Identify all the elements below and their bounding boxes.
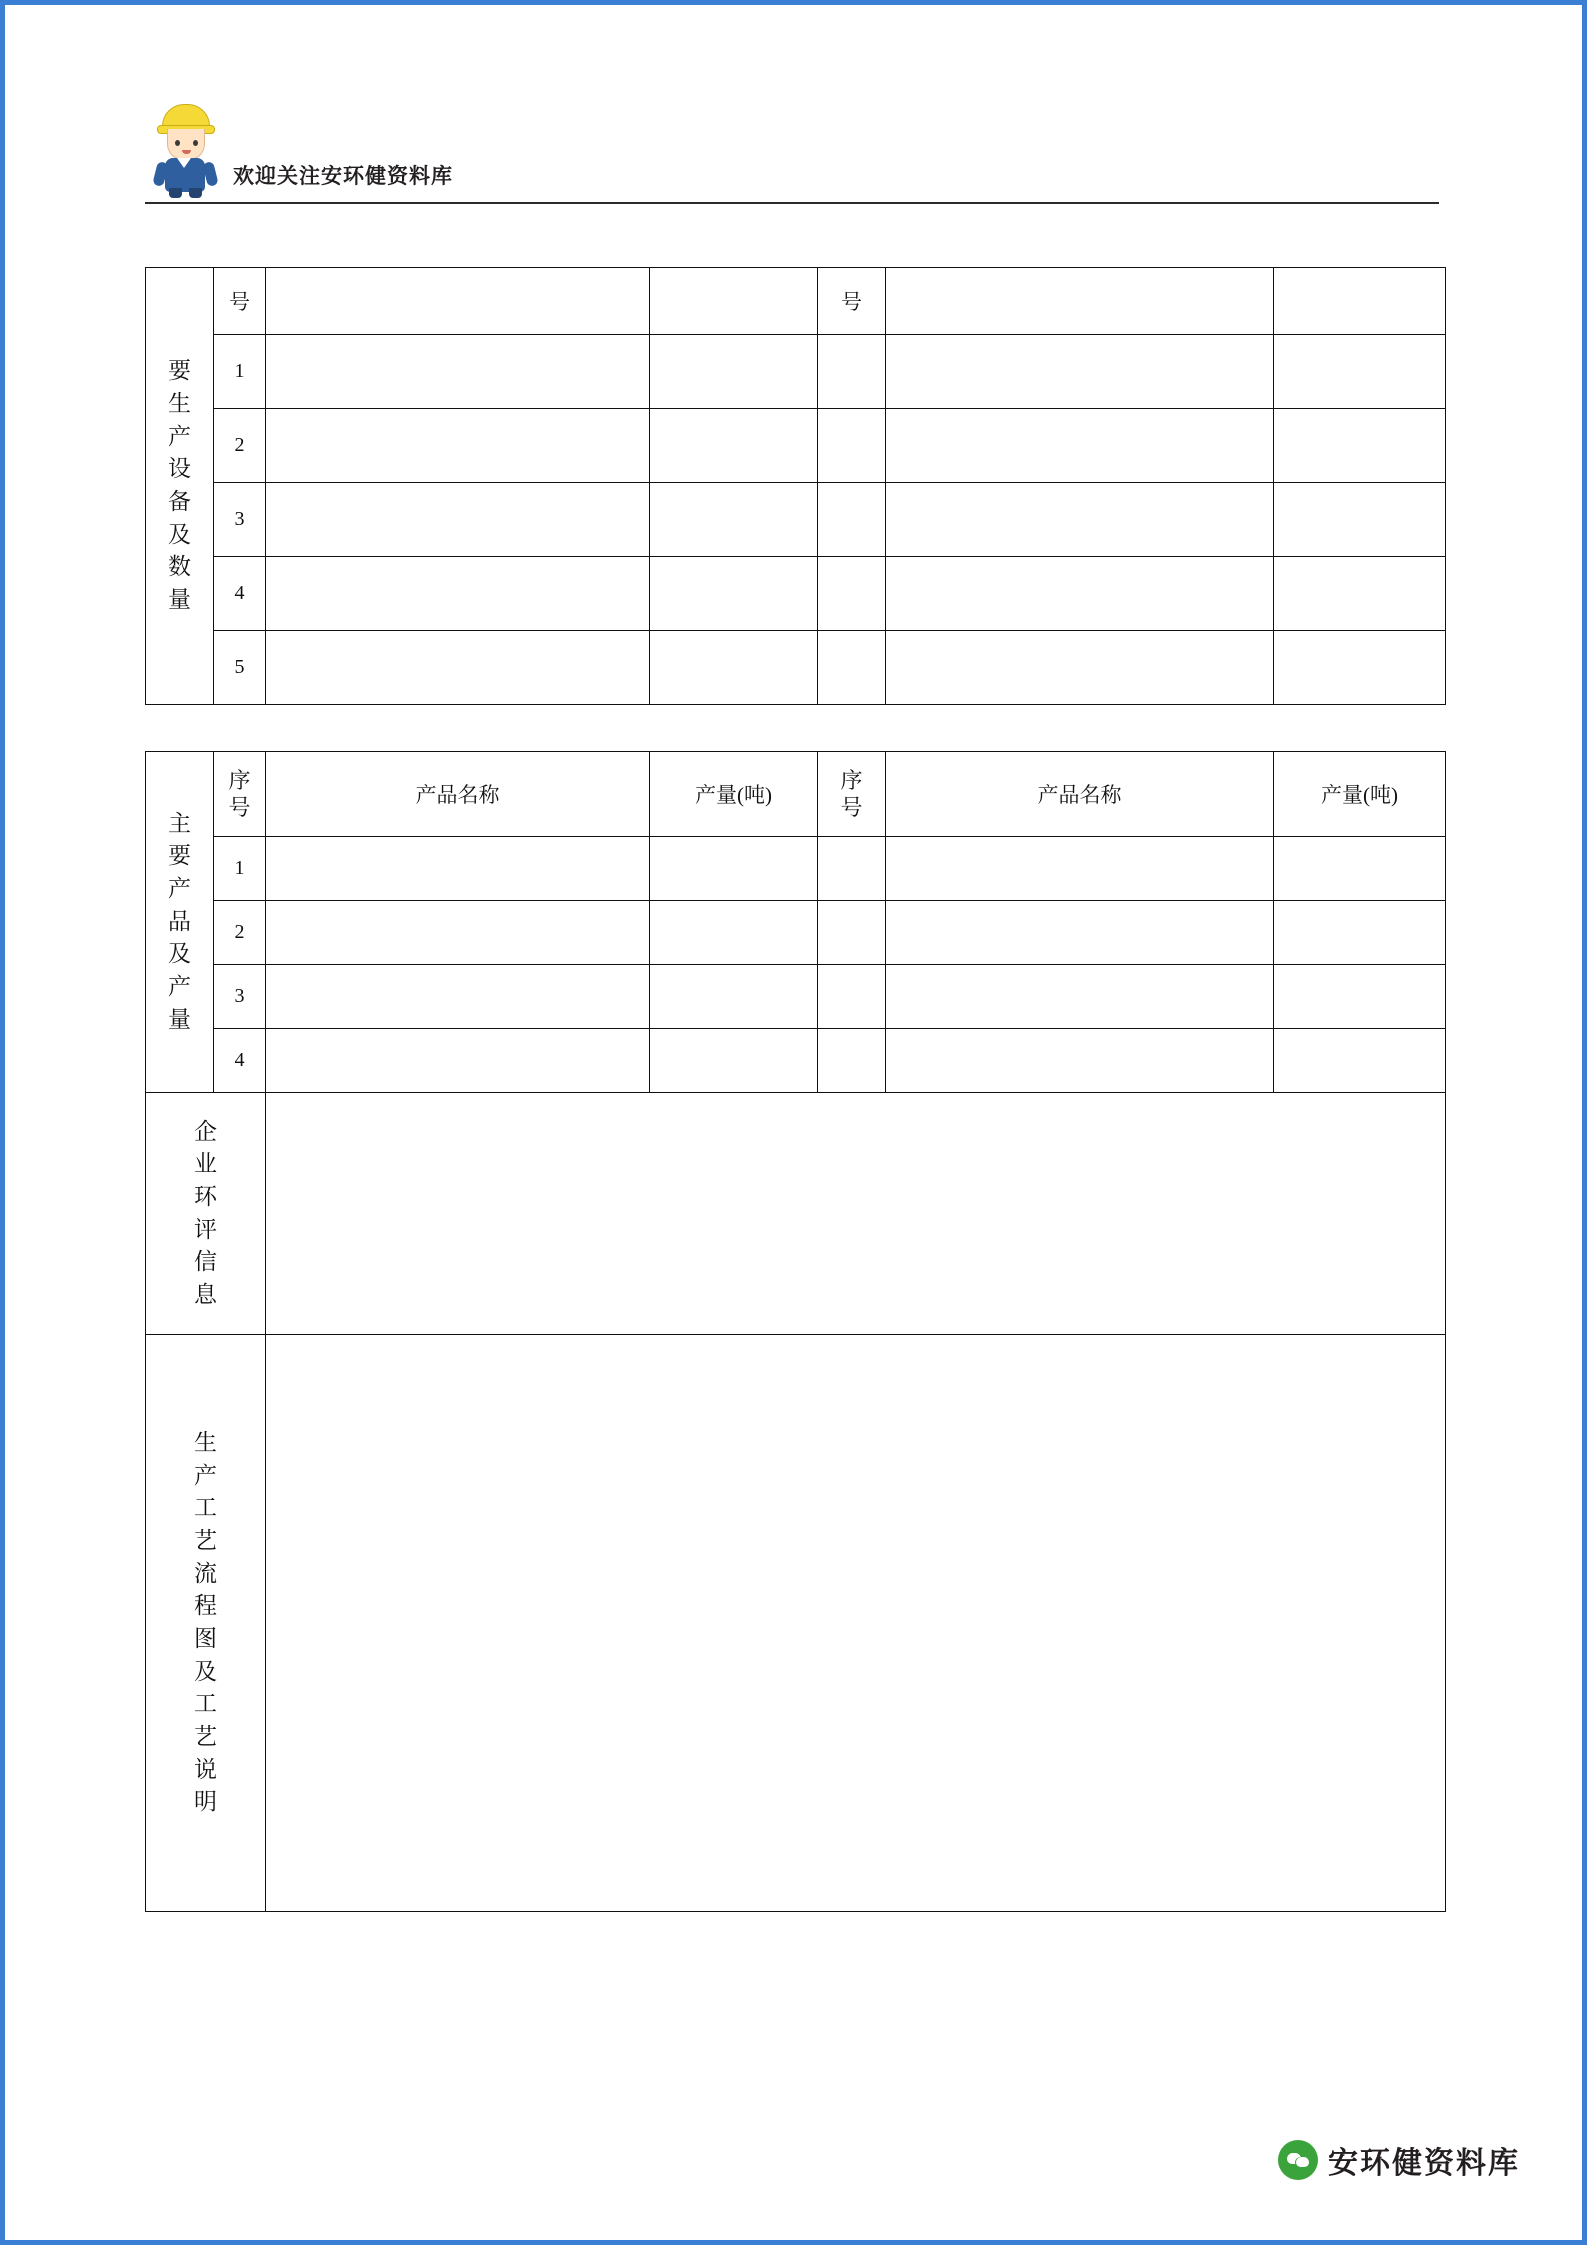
table-row <box>146 752 1446 837</box>
product-qty2-1[interactable] <box>1274 837 1446 901</box>
equipment-qty2-4[interactable] <box>1274 557 1446 631</box>
product-header-seq-right: 序 号 <box>818 752 886 837</box>
product-qty2-4[interactable] <box>1274 1029 1446 1093</box>
product-qty2-2[interactable] <box>1274 901 1446 965</box>
table-row <box>146 1093 1446 1335</box>
equipment-qty-1[interactable] <box>650 335 818 409</box>
product-name-3[interactable] <box>266 965 650 1029</box>
header-divider <box>145 202 1439 204</box>
equipment-seq2-3[interactable] <box>818 483 886 557</box>
product-name-2[interactable] <box>266 901 650 965</box>
product-name-4[interactable] <box>266 1029 650 1093</box>
equipment-header-seq-left: 号 <box>214 268 266 335</box>
equipment-name2-5[interactable] <box>886 631 1274 705</box>
eia-row-label: 企 业 环 评 信 息 <box>146 1093 266 1335</box>
equipment-qty2-5[interactable] <box>1274 631 1446 705</box>
eia-value-cell[interactable] <box>266 1093 1446 1335</box>
table-row <box>146 268 1446 335</box>
table-row <box>146 409 1446 483</box>
product-seq2-4[interactable] <box>818 1029 886 1093</box>
product-seq-4: 4 <box>214 1029 266 1093</box>
product-qty-2[interactable] <box>650 901 818 965</box>
equipment-name-3[interactable] <box>266 483 650 557</box>
worker-mascot-icon <box>153 98 219 198</box>
equipment-row-label: 要 生 产 设 备 及 数 量 <box>146 268 214 705</box>
document-header <box>145 90 1445 220</box>
table-row <box>146 965 1446 1029</box>
product-table <box>145 751 1446 1912</box>
equipment-header-name-left <box>266 268 650 335</box>
equipment-header-qty-left <box>650 268 818 335</box>
equipment-header-name-right <box>886 268 1274 335</box>
product-seq-1: 1 <box>214 837 266 901</box>
product-name-1[interactable] <box>266 837 650 901</box>
process-row-label: 生 产 工 艺 流 程 图 及 工 艺 说 明 <box>146 1335 266 1912</box>
equipment-seq2-1[interactable] <box>818 335 886 409</box>
product-qty-3[interactable] <box>650 965 818 1029</box>
equipment-qty-3[interactable] <box>650 483 818 557</box>
header-title: 欢迎关注安环健资料库 <box>233 165 453 188</box>
equipment-table <box>145 267 1446 705</box>
product-row-label: 主 要 产 品 及 产 量 <box>146 752 214 1093</box>
product-header-name-left: 产品名称 <box>266 752 650 837</box>
product-header-qty-left: 产量(吨) <box>650 752 818 837</box>
table-row <box>146 483 1446 557</box>
product-qty-1[interactable] <box>650 837 818 901</box>
equipment-qty2-3[interactable] <box>1274 483 1446 557</box>
product-seq2-2[interactable] <box>818 901 886 965</box>
equipment-name-5[interactable] <box>266 631 650 705</box>
equipment-qty-4[interactable] <box>650 557 818 631</box>
product-qty2-3[interactable] <box>1274 965 1446 1029</box>
equipment-name2-3[interactable] <box>886 483 1274 557</box>
equipment-seq-2: 2 <box>214 409 266 483</box>
equipment-seq-1: 1 <box>214 335 266 409</box>
table-row <box>146 1029 1446 1093</box>
product-header-seq-left: 序 号 <box>214 752 266 837</box>
product-name2-1[interactable] <box>886 837 1274 901</box>
product-seq-2: 2 <box>214 901 266 965</box>
table-row <box>146 901 1446 965</box>
equipment-qty-2[interactable] <box>650 409 818 483</box>
equipment-seq2-5[interactable] <box>818 631 886 705</box>
product-name2-4[interactable] <box>886 1029 1274 1093</box>
equipment-qty2-1[interactable] <box>1274 335 1446 409</box>
equipment-seq-4: 4 <box>214 557 266 631</box>
footer-brand <box>1278 2138 1520 2182</box>
equipment-name-2[interactable] <box>266 409 650 483</box>
equipment-name2-2[interactable] <box>886 409 1274 483</box>
product-seq2-3[interactable] <box>818 965 886 1029</box>
equipment-seq2-4[interactable] <box>818 557 886 631</box>
table-row <box>146 631 1446 705</box>
document-sheet <box>5 5 1582 2240</box>
equipment-qty2-2[interactable] <box>1274 409 1446 483</box>
product-name2-3[interactable] <box>886 965 1274 1029</box>
product-seq-3: 3 <box>214 965 266 1029</box>
product-qty-4[interactable] <box>650 1029 818 1093</box>
equipment-name2-4[interactable] <box>886 557 1274 631</box>
process-value-cell[interactable] <box>266 1335 1446 1912</box>
equipment-seq2-2[interactable] <box>818 409 886 483</box>
equipment-seq-5: 5 <box>214 631 266 705</box>
table-row <box>146 557 1446 631</box>
equipment-name-4[interactable] <box>266 557 650 631</box>
table-row <box>146 837 1446 901</box>
equipment-qty-5[interactable] <box>650 631 818 705</box>
equipment-name-1[interactable] <box>266 335 650 409</box>
equipment-name2-1[interactable] <box>886 335 1274 409</box>
footer-brand-text: 安环健资料库 <box>1328 2147 1520 2180</box>
product-seq2-1[interactable] <box>818 837 886 901</box>
equipment-header-qty-right <box>1274 268 1446 335</box>
table-row <box>146 1335 1446 1912</box>
equipment-seq-3: 3 <box>214 483 266 557</box>
product-name2-2[interactable] <box>886 901 1274 965</box>
equipment-header-seq-right: 号 <box>818 268 886 335</box>
wechat-logo-icon <box>1278 2140 1318 2180</box>
product-header-name-right: 产品名称 <box>886 752 1274 837</box>
product-header-qty-right: 产量(吨) <box>1274 752 1446 837</box>
table-row <box>146 335 1446 409</box>
